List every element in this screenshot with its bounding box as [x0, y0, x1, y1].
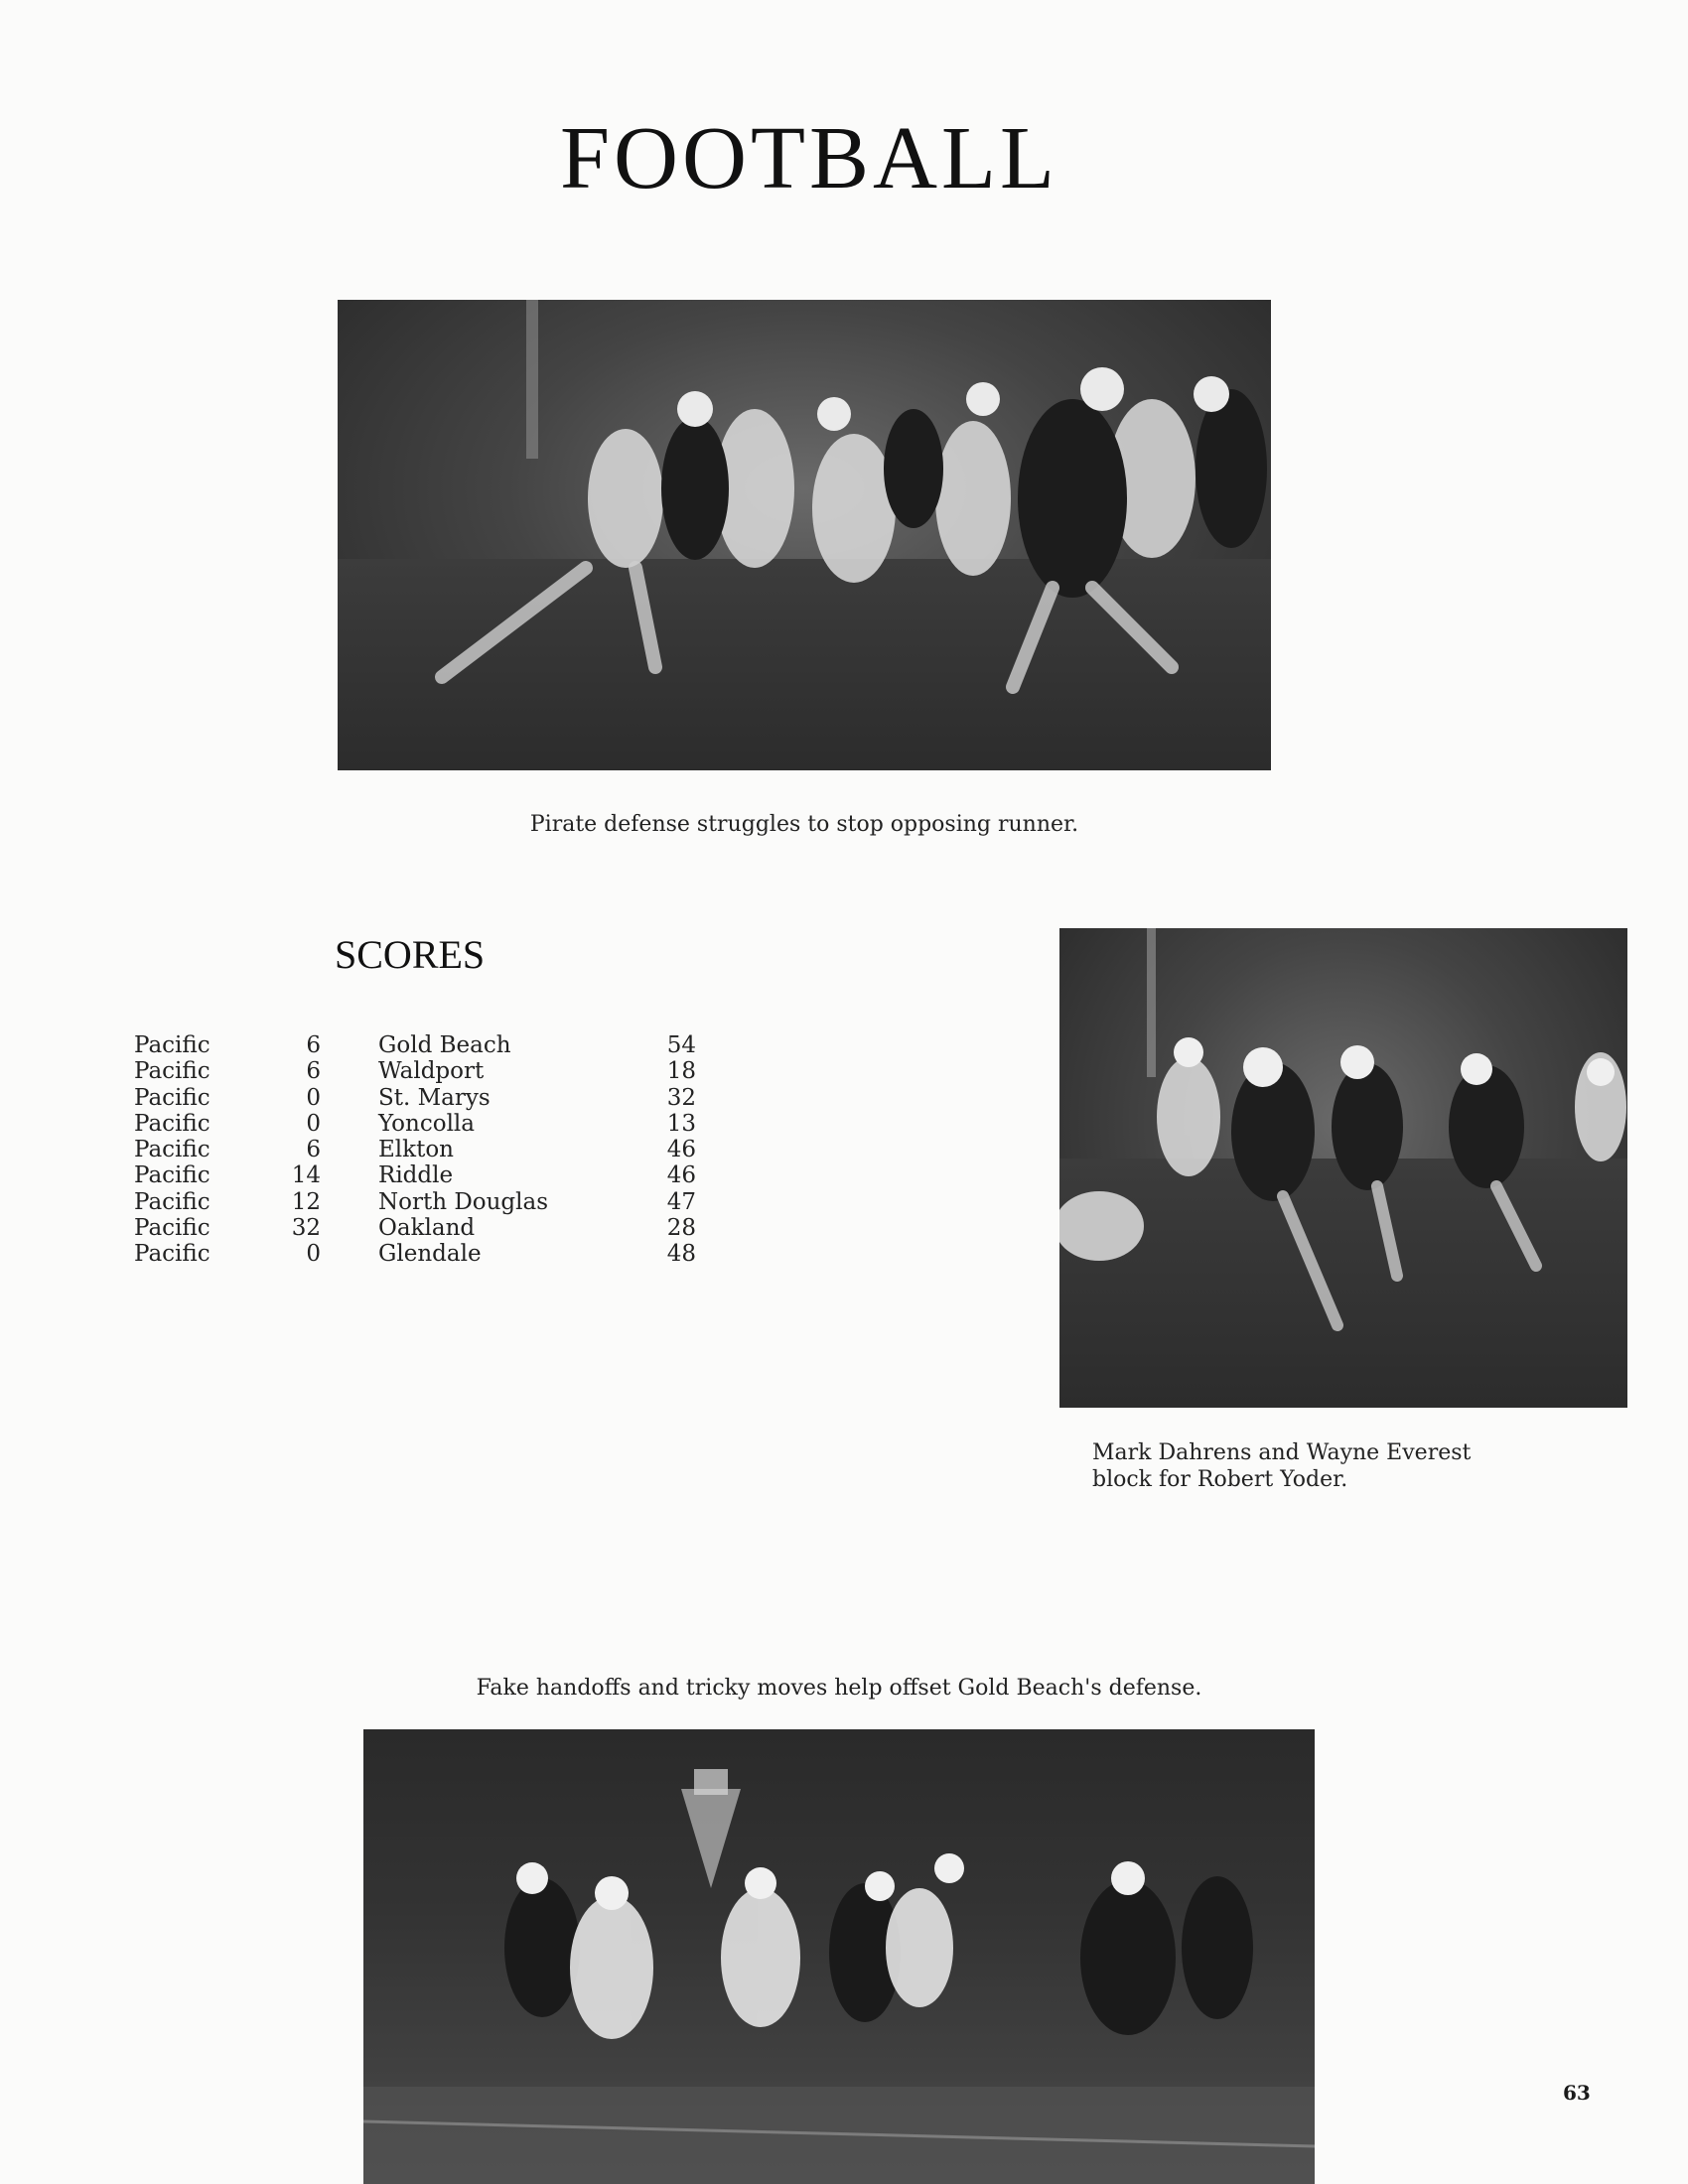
score-row: [134, 1215, 696, 1241]
photo-caption-defense: Pirate defense struggles to stop opposing runner.: [529, 812, 1079, 837]
photo-caption-block: [1092, 1439, 1549, 1493]
score-opponent-points: 46: [666, 1162, 696, 1189]
score-team: Pacific: [134, 1215, 211, 1242]
score-opponent: Riddle: [378, 1162, 454, 1189]
score-team-points: 0: [306, 1084, 321, 1111]
score-opponent: Oakland: [378, 1215, 476, 1242]
score-team: Pacific: [134, 1241, 211, 1268]
photo-caption-block-line-1: Mark Dahrens and Wayne Everest: [1092, 1440, 1472, 1465]
score-row: [134, 1085, 696, 1111]
score-team-points: 32: [291, 1215, 321, 1242]
score-team: Pacific: [134, 1137, 211, 1163]
score-row: [134, 1162, 696, 1188]
score-team-points: 12: [291, 1188, 321, 1215]
score-team-points: 0: [306, 1241, 321, 1268]
football-photo-defense: [338, 300, 1271, 770]
score-opponent: Glendale: [378, 1241, 482, 1268]
score-team-points: 0: [306, 1110, 321, 1137]
photo-caption-handoff: Fake handoffs and tricky moves help offset Gold Beach's defense.: [476, 1676, 1202, 1701]
score-opponent-points: 54: [666, 1032, 696, 1058]
football-photo-handoff: [363, 1729, 1315, 2184]
football-photo-block: [1059, 928, 1627, 1408]
score-opponent: North Douglas: [378, 1188, 549, 1215]
score-row: [134, 1189, 696, 1215]
score-row: [134, 1058, 696, 1084]
score-team: Pacific: [134, 1084, 211, 1111]
score-team: Pacific: [134, 1110, 211, 1137]
score-opponent-points: 13: [666, 1110, 696, 1137]
score-opponent: Gold Beach: [378, 1032, 511, 1058]
score-opponent-points: 47: [666, 1188, 696, 1215]
score-opponent-points: 46: [666, 1137, 696, 1163]
page-title: FOOTBALL: [560, 109, 1058, 207]
scores-heading: SCORES: [335, 932, 486, 977]
score-team-points: 6: [306, 1058, 321, 1085]
score-opponent-points: 32: [666, 1084, 696, 1111]
score-row: [134, 1032, 696, 1058]
score-team: Pacific: [134, 1032, 211, 1058]
score-opponent-points: 18: [666, 1058, 696, 1085]
score-team: Pacific: [134, 1058, 211, 1085]
scores-table: [134, 1032, 696, 1268]
score-team-points: 14: [291, 1162, 321, 1189]
score-team: Pacific: [134, 1162, 211, 1189]
page-number: 63: [1563, 2081, 1591, 2105]
score-row: [134, 1137, 696, 1162]
score-opponent-points: 28: [666, 1215, 696, 1242]
score-opponent: Waldport: [378, 1058, 485, 1085]
photo-caption-block-line-2: block for Robert Yoder.: [1092, 1467, 1348, 1492]
score-team-points: 6: [306, 1032, 321, 1058]
score-opponent-points: 48: [666, 1241, 696, 1268]
score-team: Pacific: [134, 1188, 211, 1215]
score-row: [134, 1111, 696, 1137]
score-opponent: Elkton: [378, 1137, 454, 1163]
score-opponent: St. Marys: [378, 1084, 491, 1111]
score-row: [134, 1241, 696, 1267]
score-team-points: 6: [306, 1137, 321, 1163]
score-opponent: Yoncolla: [378, 1110, 475, 1137]
